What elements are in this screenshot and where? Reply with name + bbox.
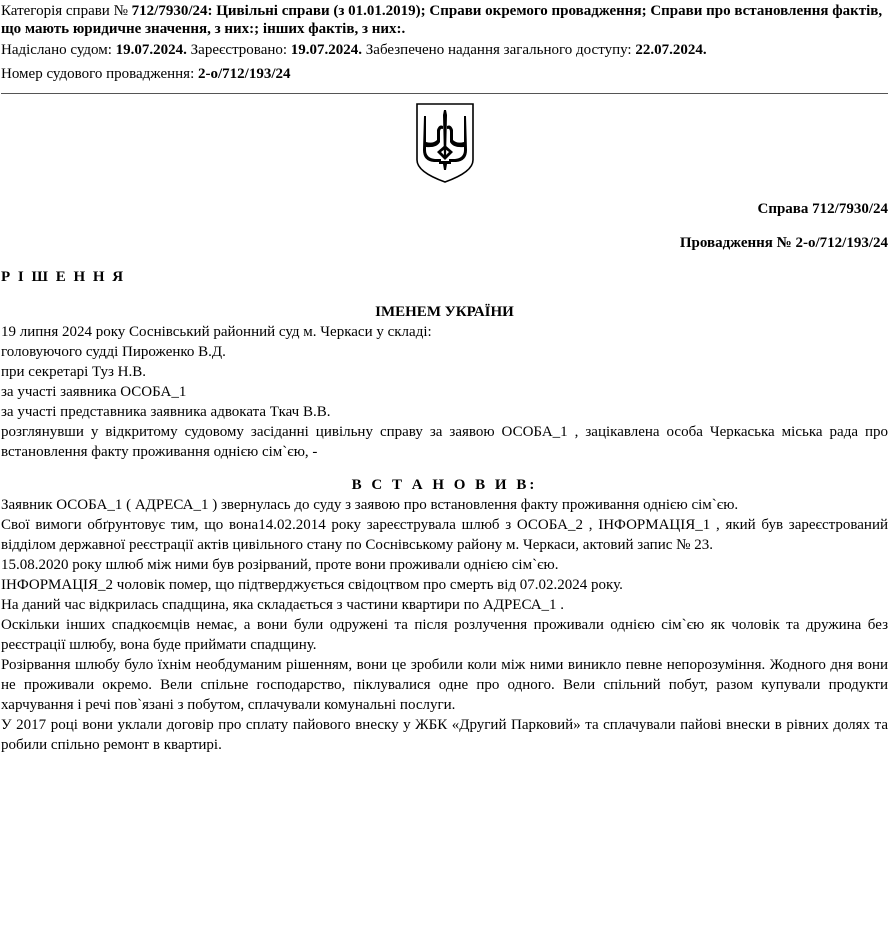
sent-date: 19.07.2024. (115, 42, 187, 58)
paragraph: Заявник ОСОБА_1 ( АДРЕСА_1 ) звернулась до суду з заявою про встановлення факту проживання однією сім`єю. (1, 497, 739, 513)
paragraph: Свої вимоги обґрунтовує тим, що вона14.02.2014 року зареєструвала шлюб з ОСОБА_2 , ІНФОРМАЦІЯ_1 , який був зареєстрований відділом державної реєстрації актів цивільного стану по Соснівському району м. Черкаси, актовий запис № 23. (1, 517, 888, 553)
paragraph: Розірвання шлюбу було їхнім необдуманим рішенням, вони це зробили коли між ними виникло певне непорозуміння. Жодного дня вони не проживали окремо. Вели спільне господарство, піклувалися одне про одного. Вели спільний побут, разом купували продукти харчування і речі пов`язані з побутом, сплачували комунальні послуги. (1, 657, 888, 713)
access-label: Забезпечено надання загального доступу: (362, 42, 636, 58)
proceeding-line (1, 64, 888, 84)
registered-date: 19.07.2024. (290, 42, 363, 58)
paragraph: Оскільки інших спадкоємців немає, а вони були одружені та після розлучення проживали однією сім`єю як чоловік та дружина без реєстрації шлюбу, вона буде приймати спадщину. (1, 617, 888, 653)
paragraph: за участі представника заявника адвоката Ткач В.В. (1, 404, 331, 420)
paragraph: У 2017 році вони уклали договір про сплату пайового внеску у ЖБК «Другий Парковий» та сплачували пайові внески в рівних долях та робили спільно ремонт в квартирі. (1, 717, 888, 753)
paragraph: за участі заявника ОСОБА_1 (1, 384, 187, 400)
sent-label: Надіслано судом: (1, 42, 116, 58)
case-category-label: Категорія справи № (1, 3, 132, 19)
case-category-value: 712/7930/24: Цивільні справи (з 01.01.2019); Справи окремого провадження; Справи про встановлення фактів, що мають юридичне значення, з них:; інших фактів, з них:. (1, 3, 883, 37)
paragraph: 15.08.2020 року шлюб між ними був розірваний, проте вони проживали однією сім`єю. (1, 557, 559, 573)
paragraph: при секретарі Туз Н.В. (1, 364, 146, 380)
dates-line (1, 40, 888, 60)
paragraph: ІНФОРМАЦІЯ_2 чоловік помер, що підтверджується свідоцтвом про смерть від 07.02.2024 року. (1, 577, 623, 593)
coat-of-arms-trident-icon (415, 102, 475, 184)
case-category-line (1, 0, 888, 38)
access-date: 22.07.2024. (635, 42, 707, 58)
proceeding-label: Номер судового провадження: (1, 66, 198, 82)
proceeding-number: Провадження № 2-о/712/193/24 (679, 235, 888, 251)
case-number: Справа 712/7930/24 (757, 201, 888, 217)
header-divider (1, 93, 888, 94)
in-the-name-of-ukraine: ІМЕНЕМ УКРАЇНИ (375, 304, 514, 320)
paragraph: головуючого судді Пироженко В.Д. (1, 344, 226, 360)
decision-title: Р І Ш Е Н Н Я (1, 269, 126, 285)
proceeding-value: 2-о/712/193/24 (198, 66, 291, 82)
paragraph: 19 липня 2024 року Соснівський районний суд м. Черкаси у складі: (1, 324, 432, 340)
paragraph: розглянувши у відкритому судовому засіданні цивільну справу за заявою ОСОБА_1 , зацікавлена особа Черкаська міська рада про встановлення факту проживання однією сім`єю, - (1, 424, 888, 460)
case-metadata (1, 0, 888, 84)
registered-label: Зареєстровано: (186, 42, 291, 58)
paragraph: На даний час відкрилась спадщина, яка складається з частини квартири по АДРЕСА_1 . (1, 597, 565, 613)
established-heading: В С Т А Н О В И В: (351, 477, 538, 493)
